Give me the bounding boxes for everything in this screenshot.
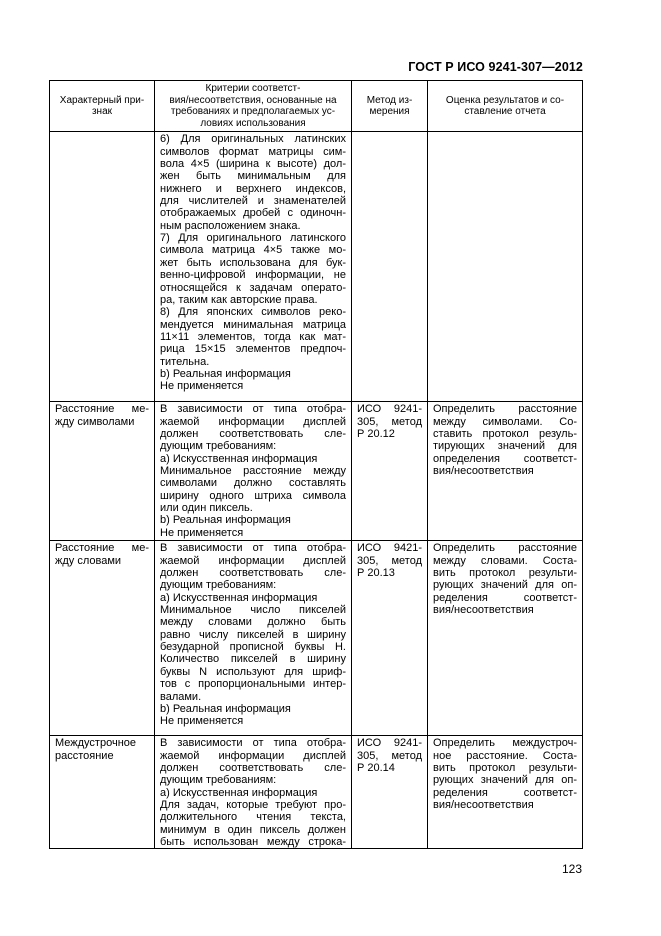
text-line: жду символами (55, 415, 135, 428)
text-line: ставить протокол резуль- (433, 428, 577, 441)
header-method (352, 81, 428, 132)
text-line: венно-цифровой информации, не (160, 269, 346, 282)
text-line: b) Реальная информация (160, 514, 291, 527)
text-line: Определить расстояние (433, 403, 577, 416)
table-header-row (50, 81, 583, 132)
method-cell (352, 541, 428, 736)
table-row (50, 402, 583, 541)
table-body (50, 132, 583, 849)
text-line: Не применяется (160, 380, 244, 393)
text-line: ИСО 9241- (357, 403, 422, 416)
text-line: Не применяется (160, 715, 244, 728)
text-line: между словами должно быть (160, 616, 346, 629)
header-line: Критерии соответст- (205, 83, 301, 94)
header-line: Метод из- (366, 94, 413, 106)
text-line: буквы N используют для шриф- (160, 665, 346, 678)
text-line: между словами. Соста- (433, 554, 577, 567)
text-line: символа матрица 4×5 также мо- (160, 244, 346, 257)
text-line: В зависимости от типа отобра- (160, 737, 346, 750)
text-line: b) Реальная информация (160, 367, 291, 380)
page-number: 123 (561, 862, 582, 876)
text-line: 305, метод (357, 554, 422, 567)
header-criteria (155, 81, 352, 132)
feature-cell (50, 402, 155, 541)
header-evaluation (428, 81, 583, 132)
evaluation-cell (428, 541, 583, 736)
text-line: Определить междустроч- (433, 737, 577, 750)
text-line: для числителей и знаменателей (160, 195, 346, 208)
text-line: Расстояние ме- (55, 542, 149, 555)
text-line: дующим требованиям: (160, 774, 277, 787)
evaluation-cell (428, 132, 583, 402)
header-line: Характерный при- (59, 94, 145, 106)
text-line: безударной прописной буквы Н. (160, 641, 346, 654)
text-line: ширину одного штриха символа (160, 489, 346, 502)
text-line: символами должно составлять (160, 477, 346, 490)
header-feature (50, 81, 155, 132)
text-line: ным расположением знака. (160, 219, 301, 232)
header-line: мерения (369, 106, 410, 118)
text-line: дующим требованиям: (160, 440, 277, 453)
standard-code: ГОСТ Р ИСО 9241-307—2012 (408, 60, 583, 74)
text-line: тирующих значений для (433, 440, 577, 453)
text-line: Расстояние ме- (55, 403, 149, 416)
text-line: быть использован между строка- (160, 836, 346, 849)
text-line: вола 4×5 (ширина к высоте) дол- (160, 158, 346, 171)
text-line: ра, таким как авторские права. (160, 293, 318, 306)
text-line: отображаемых дробей с одиночн- (160, 207, 346, 220)
text-line: равно числу пикселей в ширину (160, 628, 346, 641)
text-line: жду словами (55, 554, 122, 567)
text-line: вия/несоответствия (433, 604, 534, 617)
text-line: ное расстояние. Соста- (433, 749, 577, 762)
text-line: ределения соответст- (433, 786, 577, 799)
text-line: Для задач, которые требуют про- (160, 799, 346, 812)
text-line: жен быть минимальным для (160, 170, 346, 183)
criteria-cell (155, 402, 352, 541)
text-line: вия/несоответствия (433, 799, 534, 812)
text-line: ределения соответст- (433, 591, 577, 604)
text-line: тительна. (160, 355, 210, 368)
text-line: Минимальное расстояние между (160, 465, 346, 478)
text-line: b) Реальная информация (160, 702, 291, 715)
text-line: 305, метод (357, 415, 422, 428)
text-line: ИСО 9241- (357, 737, 422, 750)
feature-cell (50, 541, 155, 736)
text-line: должительного чтения текста, (160, 811, 346, 824)
text-line: вия/несоответствия (433, 465, 534, 478)
text-line: определения соответст- (433, 452, 577, 465)
text-line: жаемой информации дисплей (160, 415, 346, 428)
criteria-cell (155, 132, 352, 402)
text-line: Междустрочное (55, 737, 137, 750)
header-line: ловиях использования (200, 117, 306, 129)
text-line: рица 15×15 элементов предпоч- (160, 343, 346, 356)
table-row (50, 132, 583, 402)
evaluation-cell (428, 402, 583, 541)
header-line: Оценка результатов и со- (445, 94, 565, 106)
text-line: жаемой информации дисплей (160, 749, 346, 762)
text-line: нижнего и верхнего индексов, (160, 182, 346, 195)
text-line: 7) Для оригинального латинского (160, 232, 346, 245)
text-line: рующих значений для оп- (433, 774, 577, 787)
text-line: между символами. Со- (433, 415, 577, 428)
text-line: В зависимости от типа отобра- (160, 542, 346, 555)
method-cell (352, 736, 428, 849)
table-row (50, 736, 583, 849)
method-cell (352, 402, 428, 541)
text-line: Р 20.12 (357, 428, 395, 441)
text-line: Количество пикселей в ширину (160, 653, 346, 666)
text-line: вить протокол результи- (433, 567, 577, 580)
text-line: вить протокол результи- (433, 762, 577, 775)
text-line: 6) Для оригинальных латинских (160, 133, 346, 146)
header-line: знак (91, 106, 113, 118)
text-line: должен соответствовать сле- (160, 567, 346, 580)
header-line: ставление отчета (464, 106, 546, 118)
text-line: В зависимости от типа отобра- (160, 403, 346, 416)
header-line: требованиях и предполагаемых ус- (170, 106, 336, 118)
text-line: тов с пропорциональными интер- (160, 678, 346, 691)
text-line: должен соответствовать сле- (160, 428, 346, 441)
text-line: расстояние (55, 749, 114, 762)
text-line: жаемой информации дисплей (160, 554, 346, 567)
text-line: Определить расстояние (433, 542, 577, 555)
text-line: Не применяется (160, 526, 244, 539)
text-line: a) Искусственная информация (160, 786, 318, 799)
method-cell (352, 132, 428, 402)
text-line: 11×11 элементов, тогда как мат- (160, 330, 346, 343)
text-line: или один пиксель. (160, 502, 253, 515)
criteria-cell (155, 736, 352, 849)
requirements-table (49, 80, 583, 849)
text-line: жет быть использована для бук- (160, 256, 346, 269)
feature-cell (50, 132, 155, 402)
text-line: ИСО 9421- (357, 542, 422, 555)
header-line: вия/несоответствия, основанные на (169, 94, 337, 106)
text-line: Минимальное число пикселей (160, 604, 346, 617)
text-line: a) Искусственная информация (160, 591, 318, 604)
text-line: 305, метод (357, 749, 422, 762)
text-line: Р 20.14 (357, 762, 395, 775)
evaluation-cell (428, 736, 583, 849)
text-line: символов формат матрицы сим- (160, 145, 346, 158)
text-line: рующих значений для оп- (433, 579, 577, 592)
text-line: валами. (160, 690, 202, 703)
text-line: должен соответствовать сле- (160, 762, 346, 775)
text-line: a) Искусственная информация (160, 452, 318, 465)
text-line: мендуется минимальная матрица (160, 318, 346, 331)
text-line: относящейся к задачам операто- (160, 281, 346, 294)
feature-cell (50, 736, 155, 849)
text-line: минимум в один пиксель должен (160, 823, 346, 836)
text-line: дующим требованиям: (160, 579, 277, 592)
table-row (50, 541, 583, 736)
text-line: 8) Для японских символов реко- (160, 306, 346, 319)
criteria-cell (155, 541, 352, 736)
text-line: Р 20.13 (357, 567, 395, 580)
